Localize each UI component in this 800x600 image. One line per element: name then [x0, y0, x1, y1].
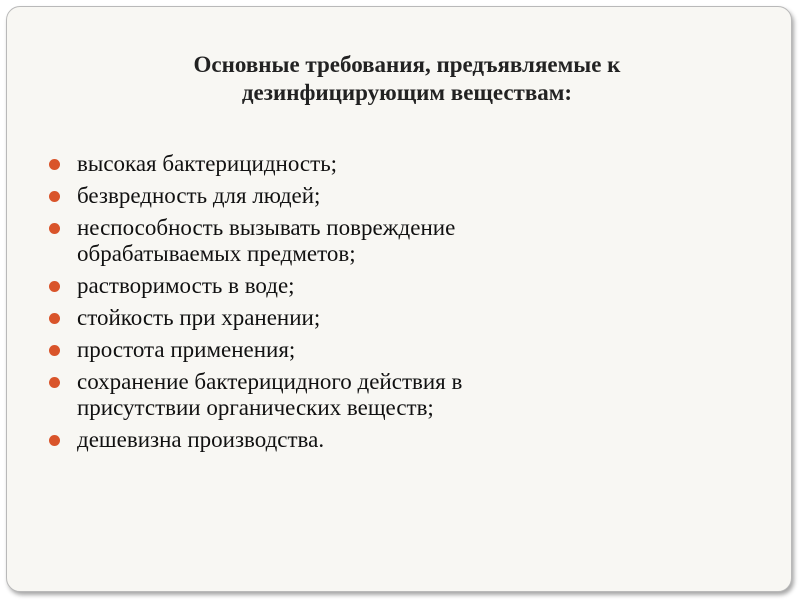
slide-title-line-2: дезинфицирующим веществам:	[241, 80, 573, 105]
list-item	[49, 337, 749, 363]
bullet-dot-icon	[49, 345, 60, 356]
bullet-dot-icon	[49, 223, 60, 234]
slide-title-line-1: Основные требования, предъявляемые к	[193, 52, 621, 77]
list-item-line-1: растворимость в воде;	[77, 273, 295, 298]
list-item	[49, 305, 749, 331]
bullet-dot-icon	[49, 435, 60, 446]
bullet-dot-icon	[49, 159, 60, 170]
list-item-line-1: дешевизна производства.	[77, 427, 325, 452]
list-item-line-1: простота применения;	[77, 337, 296, 362]
bullet-dot-icon	[49, 191, 60, 202]
bullet-dot-icon	[49, 281, 60, 292]
list-item-line-1: стойкость при хранении;	[77, 305, 321, 330]
list-item-line-1: сохранение бактерицидного действия в	[77, 369, 463, 394]
list-item	[49, 151, 749, 177]
list-item	[49, 427, 749, 453]
list-item-line-1: неспособность вызывать повреждение	[77, 215, 456, 240]
requirements-list	[49, 151, 749, 459]
list-item-line-1: безвредность для людей;	[77, 183, 321, 208]
slide-frame	[6, 6, 792, 592]
list-item-line-2: обрабатываемых предметов;	[77, 241, 356, 266]
list-item-line-1: высокая бактерицидность;	[77, 151, 338, 176]
bullet-dot-icon	[49, 377, 60, 388]
list-item	[49, 215, 749, 267]
list-item	[49, 273, 749, 299]
slide-title	[67, 51, 747, 107]
list-item	[49, 183, 749, 209]
list-item	[49, 369, 749, 421]
bullet-dot-icon	[49, 313, 60, 324]
list-item-line-2: присутствии органических веществ;	[77, 395, 434, 420]
